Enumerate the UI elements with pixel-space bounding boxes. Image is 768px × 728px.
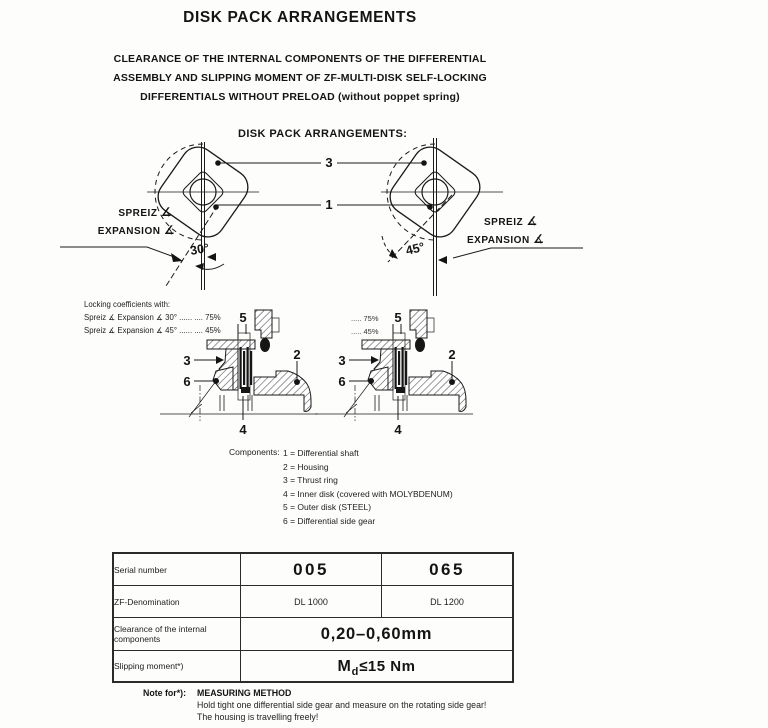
spreiz-label-right: SPREIZ ∡ [484, 214, 538, 228]
cross-section-right [313, 303, 475, 438]
expansion-label-right: EXPANSION ∡ [467, 232, 545, 246]
slipping-moment-value [241, 651, 514, 683]
components-list [283, 447, 453, 528]
component-item-3: 3 = Thrust ring [283, 475, 338, 485]
page-title: DISK PACK ARRANGEMENTS [183, 9, 417, 26]
spreiz-label-left: SPREIZ ∡ [118, 205, 172, 219]
callout-5: 5 [239, 310, 247, 325]
locking-line-45: Spreiz ∡ Expansion ∡ 45° ...... .... 45% [84, 325, 221, 335]
component-item-4: 4 = Inner disk (covered with MOLYBDENUM) [283, 488, 453, 499]
components-label: Components: [229, 447, 280, 457]
angle-icon: ∡ [160, 205, 172, 219]
component-item-1: 1 = Differential shaft [283, 448, 359, 458]
slipping-moment-label: Slipping moment*) [113, 651, 241, 683]
clearance-value: 0,20–0,60mm [241, 618, 514, 651]
angle-icon: ∡ [526, 214, 538, 228]
clearance-label: Clearance of the internal components [113, 618, 241, 651]
expansion-label-left: EXPANSION ∡ [97, 223, 175, 237]
zf-denomination-label: ZF-Denomination [113, 586, 241, 618]
callout-2: 2 [448, 347, 456, 362]
angle-icon: ∡ [532, 232, 545, 246]
angle-30-label: 30° [189, 240, 211, 258]
callout-6: 6 [183, 374, 191, 389]
zf-denomination-dl1000: DL 1000 [241, 586, 382, 618]
moment-subscript: d [351, 665, 360, 678]
note-label: Note for*): [143, 688, 187, 698]
table-row-serial [113, 553, 513, 586]
callout-1-label: 1 [325, 197, 333, 212]
zf-denomination-dl1200: DL 1200 [382, 586, 514, 618]
component-item-5: 5 = Outer disk (STEEL) [283, 502, 372, 512]
subtitle-line-2: ASSEMBLY AND SLIPPING MOMENT OF ZF-MULTI-DISK SELF-LOCKING [113, 72, 487, 84]
callout-3: 3 [183, 353, 191, 368]
locking-value-45: ..... 45% [351, 327, 379, 336]
page-subtitle [70, 50, 530, 107]
callout-3-label: 3 [325, 155, 333, 170]
spec-table [112, 552, 514, 683]
moment-symbol: M [337, 657, 352, 675]
serial-number-005: 005 [241, 553, 382, 586]
moment-limit: ≤15 Nm [359, 657, 416, 675]
callout-5: 5 [394, 310, 402, 325]
angle-45-label: 45° [404, 239, 427, 258]
callout-2: 2 [293, 347, 301, 362]
note-line-2: The housing is travelling freely! [197, 712, 319, 722]
note-heading: MEASURING METHOD [197, 688, 292, 698]
callout-4: 4 [239, 422, 247, 437]
table-row-denomination [113, 586, 513, 618]
locking-heading: Locking coefficients with: [84, 300, 171, 309]
table-row-clearance [113, 618, 513, 651]
callout-6: 6 [338, 374, 346, 389]
callout-3: 3 [338, 353, 346, 368]
angle-icon: ∡ [163, 223, 175, 237]
serial-number-label: Serial number [113, 553, 241, 586]
locking-value-75: ..... 75% [351, 314, 379, 323]
locking-line-30: Spreiz ∡ Expansion ∡ 30° ...... .... 75% [84, 313, 221, 323]
component-item-6: 6 = Differential side gear [283, 515, 376, 526]
subtitle-line-3: DIFFERENTIALS WITHOUT PRELOAD (without poppet spring) [140, 91, 460, 103]
note-line-1: Hold tight one differential side gear and measure on the rotating side gear! [197, 700, 487, 710]
cross-section-left [158, 303, 320, 438]
callout-4: 4 [394, 422, 402, 437]
serial-number-065: 065 [382, 553, 514, 586]
component-item-2: 2 = Housing [283, 461, 329, 472]
table-row-slipping [113, 651, 513, 683]
subtitle-line-1: CLEARANCE OF THE INTERNAL COMPONENTS OF THE DIFFERENTIAL [113, 53, 487, 65]
arrangement-heading: DISK PACK ARRANGEMENTS: [238, 128, 408, 140]
